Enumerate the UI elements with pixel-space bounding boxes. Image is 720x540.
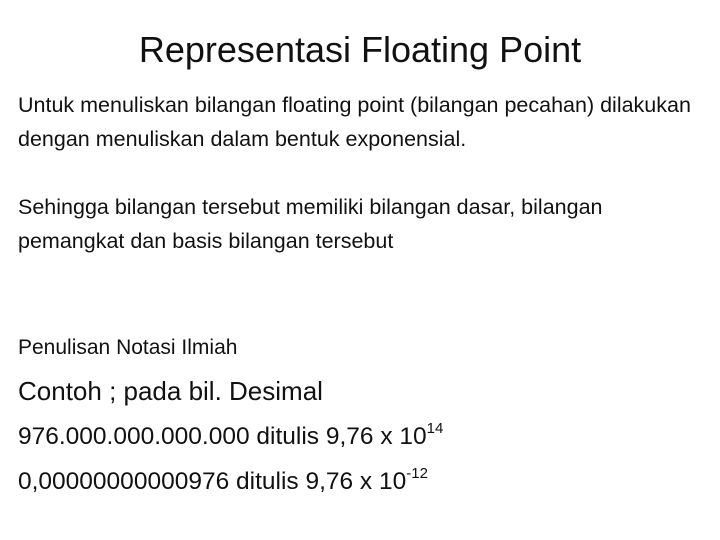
example-text: 976.000.000.000.000 ditulis 9,76 x 10 bbox=[18, 423, 427, 450]
notation-label: Penulisan Notasi Ilmiah bbox=[18, 336, 238, 359]
explanation-paragraph: Sehingga bilangan tersebut memiliki bilangan dasar, bilangan pemangkat dan basis bilangan tersebut bbox=[18, 195, 603, 253]
slide-title: Representasi Floating Point bbox=[138, 29, 582, 70]
example-text: 0,00000000000976 ditulis 9,76 x 10 bbox=[18, 468, 407, 495]
example-heading: Contoh ; pada bil. Desimal bbox=[18, 376, 323, 406]
example-exponent: -12 bbox=[406, 464, 428, 482]
intro-paragraph: Untuk menuliskan bilangan floating point (bilangan pecahan) dilakukan dengan menuliskan dalam bentuk exponensial. bbox=[18, 93, 691, 151]
example-exponent: 14 bbox=[426, 419, 444, 437]
example-line bbox=[18, 419, 443, 455]
example-line bbox=[18, 464, 428, 500]
